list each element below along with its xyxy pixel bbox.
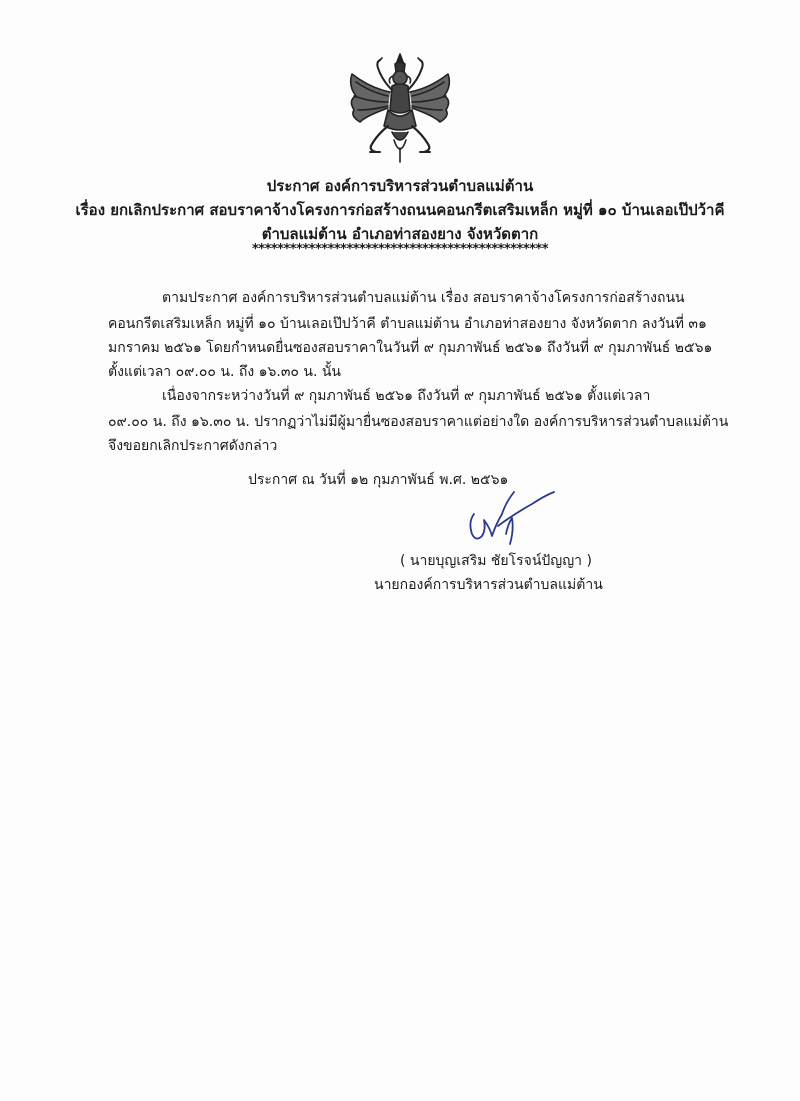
paragraph-1-line-2: คอนกรีตเสริมเหล็ก หมู่ที่ ๑๐ บ้านเลอเป๊ปว้าคี ตำบลแม่ต้าน อำเภอท่าสองยาง จังหวัดตาก ลงวันที่ ๓๑ xyxy=(108,316,707,332)
paragraph-2-line-1: เนื่องจากระหว่างวันที่ ๙ กุมภาพันธ์ ๒๕๖๑ ถึงวันที่ ๙ กุมภาพันธ์ ๒๕๖๑ ตั้งแต่เวลา xyxy=(162,388,651,404)
announcement-location: ตำบลแม่ต้าน อำเภอท่าสองยาง จังหวัดตาก xyxy=(261,225,539,243)
announcement-date: ประกาศ ณ วันที่ ๑๒ กุมภาพันธ์ พ.ศ. ๒๕๖๑ xyxy=(248,472,509,488)
garuda-emblem-icon xyxy=(342,52,458,164)
announcement-title: ประกาศ องค์การบริหารส่วนตำบลแม่ต้าน xyxy=(266,177,534,195)
paragraph-2-line-2: ๐๙.๐๐ น. ถึง ๑๖.๓๐ น. ปรากฏว่าไม่มีผู้มายื่นซองสอบราคาแต่อย่างใด องค์การบริหารส่วนตำบลแม่ต้าน xyxy=(108,414,729,430)
signatory-name: ( นายบุญเสริม ชัยโรจน์ปัญญา ) xyxy=(400,553,592,569)
paragraph-2-line-3: จึงขอยกเลิกประกาศดังกล่าว xyxy=(108,438,278,454)
paragraph-1-line-4: ตั้งแต่เวลา ๐๙.๐๐ น. ถึง ๑๖.๓๐ น. นั้น xyxy=(108,364,342,380)
signatory-title: นายกองค์การบริหารส่วนตำบลแม่ต้าน xyxy=(374,577,603,593)
separator-line: *********************************************** xyxy=(251,242,549,257)
paragraph-1-line-3: มกราคม ๒๕๖๑ โดยกำหนดยื่นซองสอบราคาในวันที่ ๙ กุมภาพันธ์ ๒๕๖๑ ถึงวันที่ ๙ กุมภาพันธ์ ๒๕๖๑ xyxy=(108,340,713,356)
paragraph-1-line-1: ตามประกาศ องค์การบริหารส่วนตำบลแม่ต้าน เรื่อง สอบราคาจ้างโครงการก่อสร้างถนน xyxy=(162,290,685,306)
announcement-subject: เรื่อง ยกเลิกประกาศ สอบราคาจ้างโครงการก่อสร้างถนนคอนกรีตเสริมเหล็ก หมู่ที่ ๑๐ บ้านเลอเป๊ปว้าคี xyxy=(75,201,725,219)
handwritten-signature xyxy=(462,484,562,552)
